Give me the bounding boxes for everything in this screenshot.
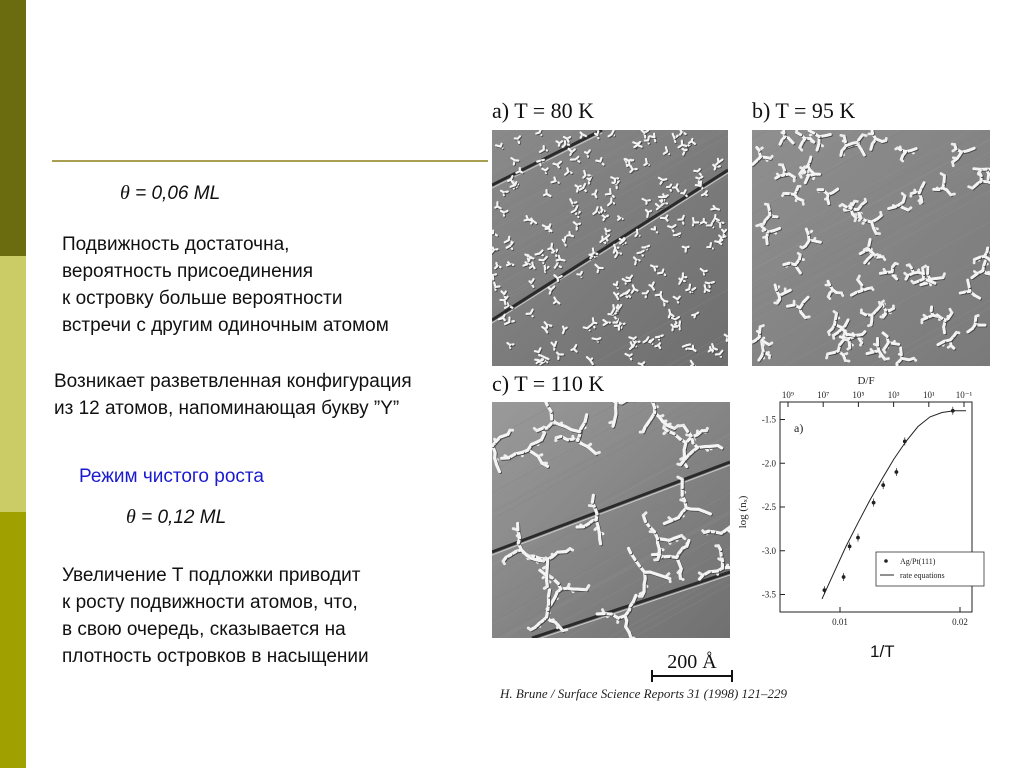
- horizontal-rule: [52, 160, 488, 162]
- text-line: в свою очередь, сказывается на: [62, 619, 346, 640]
- pure-growth-regime-label: Режим чистого роста: [79, 466, 264, 487]
- coverage-value: = 0,06 ML: [129, 183, 221, 204]
- chart-legend: [876, 552, 984, 586]
- text-line: Возникает разветвленная конфигурация: [54, 371, 412, 392]
- coverage-theta-1: [120, 180, 220, 207]
- paragraph-branched: [54, 368, 412, 422]
- data-point: [823, 588, 827, 592]
- y-tick-label: -2.5: [761, 502, 776, 512]
- chart-top-axis-label: D/F: [857, 375, 875, 387]
- text-line: плотность островков в насыщении: [62, 646, 369, 667]
- theta-symbol: θ: [120, 182, 130, 204]
- text-line: вероятность присоединения: [62, 261, 314, 282]
- theta-symbol: θ: [126, 506, 136, 528]
- data-point: [903, 439, 907, 443]
- data-point: [872, 501, 876, 505]
- data-point: [881, 483, 885, 487]
- sidebar-block-mid: [0, 512, 26, 768]
- text-line: встречи с другим одиночным атомом: [62, 315, 389, 336]
- x-tick-label: 0.01: [832, 617, 848, 627]
- data-point: [848, 544, 852, 548]
- figure-citation: H. Brune / Surface Science Reports 31 (1998) 121–229: [500, 686, 788, 701]
- text-line: Подвижность достаточна,: [62, 234, 290, 255]
- legend-marker-points: [884, 559, 888, 563]
- scale-bar: [650, 650, 740, 686]
- x-tick-label: 0.02: [952, 617, 968, 627]
- panel-label-a: a) T = 80 K: [492, 98, 595, 123]
- top-tick-label: 10⁷: [817, 390, 830, 400]
- y-tick-label: -3.5: [761, 589, 776, 600]
- stm-image-80k: [492, 130, 728, 366]
- chart-panel-label: a): [794, 421, 804, 435]
- panel-label-b: b) T = 95 K: [752, 98, 856, 123]
- text-line: Увеличение T подложки приводит: [62, 565, 361, 586]
- stm-image-95k: [752, 130, 990, 366]
- chart-y-axis-label: log (nₓ): [737, 495, 749, 529]
- scale-bar-label: 200 Å: [667, 651, 717, 673]
- top-tick-label: 10⁵: [852, 390, 865, 400]
- legend-entry-line: rate equations: [900, 571, 945, 580]
- island-density-chart: [736, 372, 996, 634]
- coverage-value: = 0,12 ML: [135, 507, 227, 528]
- inverse-temperature-label: 1/T: [870, 642, 895, 661]
- y-tick-label: -1.5: [761, 414, 776, 425]
- text-line: из 12 атомов, напоминающая букву ”Y”: [54, 398, 400, 419]
- top-tick-label: 10⁻¹: [955, 390, 973, 400]
- sidebar-block-light: [0, 256, 26, 512]
- sidebar-block-dark: [0, 0, 26, 256]
- coverage-theta-2: [126, 504, 226, 531]
- stm-image-110k: [492, 402, 730, 638]
- panel-label-c: c) T = 110 K: [492, 371, 605, 396]
- paragraph-mobility: [62, 231, 389, 339]
- data-point: [856, 536, 860, 540]
- top-tick-label: 10⁹: [781, 390, 795, 400]
- sidebar-decoration: [0, 0, 26, 768]
- paragraph-temperature: [62, 562, 369, 670]
- data-point: [842, 575, 846, 579]
- legend-entry-points: Ag/Pt(111): [900, 557, 936, 566]
- text-line: к островку больше вероятности: [62, 288, 343, 309]
- data-point: [895, 470, 899, 474]
- top-tick-label: 10¹: [922, 390, 935, 400]
- y-tick-label: -2.0: [761, 458, 776, 469]
- text-line: к росту подвижности атомов, что,: [62, 592, 358, 613]
- data-point: [951, 409, 955, 413]
- y-tick-label: -3.0: [761, 545, 776, 556]
- top-tick-label: 10³: [887, 390, 900, 400]
